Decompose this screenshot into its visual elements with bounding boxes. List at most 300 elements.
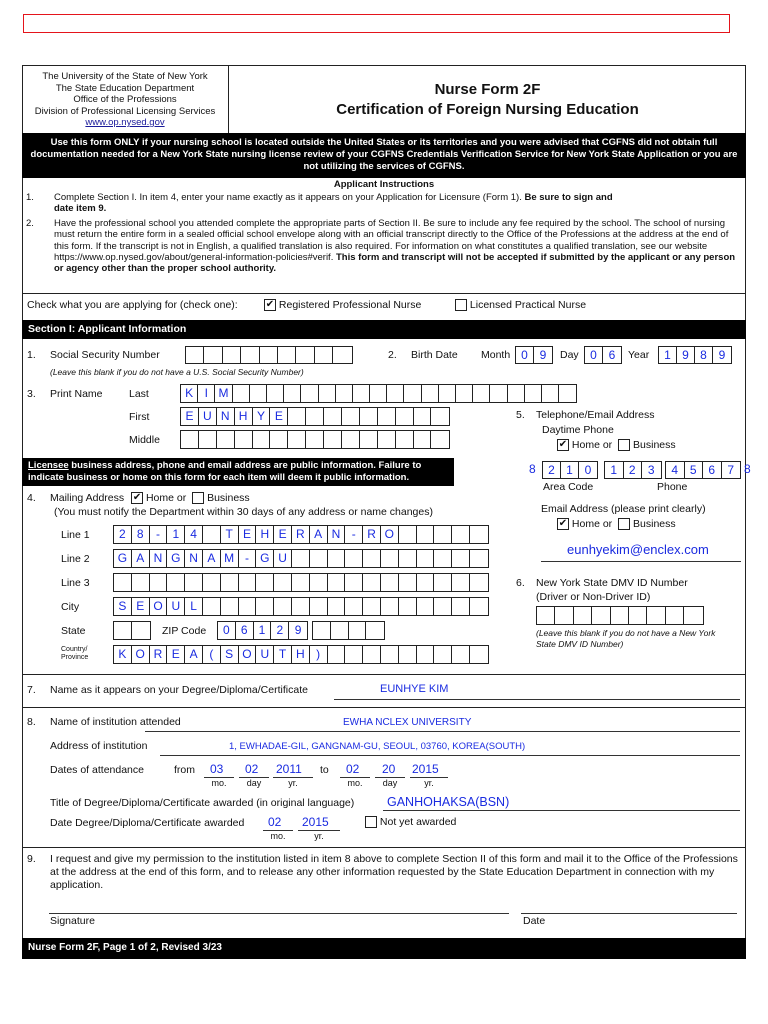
- char-box: [235, 431, 253, 448]
- char-box: [611, 607, 629, 624]
- char-box: [345, 550, 363, 567]
- char-box: [349, 622, 367, 639]
- birth-month-input[interactable]: [515, 346, 553, 364]
- char-box: [336, 385, 353, 402]
- char-box: U: [274, 550, 292, 567]
- char-box: [313, 622, 331, 639]
- char-box: O: [239, 646, 257, 663]
- char-box: [284, 385, 301, 402]
- char-box: 2: [624, 462, 643, 478]
- char-box: [363, 574, 381, 591]
- char-box: [306, 408, 324, 425]
- char-box: 0: [218, 622, 236, 639]
- char-box: [114, 574, 132, 591]
- to-day-input[interactable]: 20: [382, 762, 396, 776]
- institution-label: Name of institution attended: [50, 716, 181, 728]
- char-box: [353, 385, 370, 402]
- char-box: [490, 385, 507, 402]
- char-box: [370, 385, 387, 402]
- email-input[interactable]: eunhyekim@enclex.com: [567, 542, 709, 557]
- website-link[interactable]: www.op.nysed.gov: [85, 117, 165, 128]
- birth-label: Birth Date: [411, 349, 458, 361]
- char-box: N: [185, 550, 203, 567]
- city-label: City: [61, 601, 80, 613]
- mailing-business-checkbox[interactable]: [192, 492, 204, 504]
- char-box: 9: [294, 623, 302, 637]
- char-box: 0: [585, 347, 603, 363]
- from-year-input[interactable]: 2011: [276, 762, 302, 776]
- char-box: [434, 526, 452, 543]
- degree-title-underline: [383, 810, 740, 811]
- char-box: [537, 607, 555, 624]
- degree-name-input[interactable]: EUNHYE KIM: [380, 683, 449, 695]
- char-box: [345, 574, 363, 591]
- char-box: [328, 646, 346, 663]
- char-box: [306, 431, 324, 448]
- char-box: 6: [608, 348, 616, 362]
- char-box: A: [203, 550, 221, 567]
- char-box: [399, 574, 417, 591]
- first-name-input[interactable]: [180, 407, 450, 426]
- print-name-label: Print Name: [50, 388, 103, 400]
- char-box: M: [221, 550, 239, 567]
- char-box: [185, 574, 203, 591]
- char-box: O: [150, 598, 168, 615]
- char-box: [363, 646, 381, 663]
- middle-name-input[interactable]: [180, 430, 450, 449]
- char-box: [396, 431, 414, 448]
- char-box: [452, 598, 470, 615]
- char-box: K: [114, 646, 132, 663]
- day-label: Day: [560, 349, 579, 361]
- char-box: [288, 431, 306, 448]
- char-box: [363, 550, 381, 567]
- mailing-address-label: Mailing Address ✔ Home or Business: [50, 492, 250, 504]
- char-box: [592, 607, 610, 624]
- char-box: E: [274, 526, 292, 543]
- char-box: K: [181, 385, 198, 402]
- last-label: Last: [129, 388, 149, 400]
- divider: [22, 293, 746, 294]
- line3-label: Line 3: [61, 577, 90, 589]
- char-box: [366, 622, 384, 639]
- char-box: [434, 574, 452, 591]
- char-box: [470, 646, 488, 663]
- email-label: Email Address (please print clearly): [541, 503, 706, 515]
- char-box: [360, 431, 378, 448]
- section-1-header: Section I: Applicant Information: [22, 320, 746, 339]
- agency-block: [22, 65, 229, 133]
- yr-label: yr.: [288, 778, 298, 788]
- char-box: [233, 385, 250, 402]
- birth-year-input[interactable]: [658, 346, 732, 364]
- char-box: [629, 607, 647, 624]
- char-box: [345, 598, 363, 615]
- agency-line: Office of the Professions: [73, 94, 177, 105]
- char-box: [333, 347, 351, 363]
- dmv-num: 6.: [516, 577, 525, 589]
- char-box: E: [270, 408, 288, 425]
- char-box: [378, 431, 396, 448]
- agency-line: The State Education Department: [55, 82, 195, 94]
- char-box: 2: [271, 622, 289, 639]
- char-box: H: [235, 408, 253, 425]
- divider: [22, 674, 746, 675]
- char-box: [381, 574, 399, 591]
- char-box: [360, 408, 378, 425]
- char-box: [363, 598, 381, 615]
- char-box: [315, 347, 333, 363]
- char-box: [278, 347, 296, 363]
- char-box: 9: [677, 347, 695, 363]
- char-box: [114, 622, 132, 639]
- char-box: U: [256, 646, 274, 663]
- instructions-title: Applicant Instructions: [333, 179, 435, 190]
- from-label: from: [174, 764, 195, 776]
- country-label: Country/ Province: [61, 646, 89, 661]
- phone-line-input[interactable]: [665, 461, 741, 479]
- day-label: day: [246, 778, 262, 788]
- char-box: [345, 646, 363, 663]
- not-yet-awarded-option[interactable]: Not yet awarded: [365, 816, 456, 828]
- char-box: -: [345, 526, 363, 543]
- top-input-box[interactable]: [23, 14, 730, 33]
- char-box: [260, 347, 278, 363]
- char-box: S: [114, 598, 132, 615]
- dmv-note: (Leave this blank if you do not have a New York State DMV ID Number): [536, 628, 716, 649]
- char-box: [324, 408, 342, 425]
- char-box: 2: [543, 462, 561, 478]
- consent-text: I request and give my permission to the institution listed in item 8 above to complete Section II of this form and mail it to the Office of the Professions at the address at the end of this form, and to release any other information requested by the State Education Department in connection with my application.: [50, 853, 738, 891]
- char-box: [241, 347, 259, 363]
- char-box: 0: [516, 347, 534, 363]
- char-box: 1: [659, 347, 677, 363]
- char-box: U: [199, 408, 217, 425]
- char-box: 1: [254, 622, 272, 639]
- form-title-block: [229, 65, 746, 133]
- char-box: (: [203, 646, 221, 663]
- awarded-label: Date Degree/Diploma/Certificate awarded: [50, 817, 245, 829]
- char-box: [267, 385, 284, 402]
- yr-label: yr.: [314, 831, 324, 841]
- address-underline: [160, 755, 740, 756]
- char-box: 8: [132, 526, 150, 543]
- char-box: 6: [236, 622, 254, 639]
- char-box: [203, 574, 221, 591]
- char-box: [434, 646, 452, 663]
- ssn-note: (Leave this blank if you do not have a U.S. Social Security Number): [50, 367, 304, 377]
- char-box: [417, 574, 435, 591]
- char-box: [414, 431, 432, 448]
- char-box: E: [181, 408, 199, 425]
- char-box: [239, 574, 257, 591]
- char-box: E: [132, 598, 150, 615]
- institution-underline: [145, 731, 740, 732]
- char-box: -: [239, 550, 257, 567]
- char-box: [452, 550, 470, 567]
- char-box: Y: [253, 408, 271, 425]
- char-box: [381, 550, 399, 567]
- char-box: [239, 598, 257, 615]
- institution-address-label: Address of institution: [50, 740, 148, 752]
- institution-input[interactable]: EWHA NCLEX UNIVERSITY: [343, 717, 472, 728]
- char-box: [181, 431, 199, 448]
- char-box: E: [239, 526, 257, 543]
- address-change-note: (You must notify the Department within 30 days of any address or name changes): [54, 506, 433, 518]
- char-box: [221, 598, 239, 615]
- email-home-option[interactable]: ✔ Home or Business: [558, 518, 676, 530]
- char-box: [439, 385, 456, 402]
- char-box: [310, 574, 328, 591]
- email-home-checkbox[interactable]: ✔: [558, 518, 568, 530]
- mailing-num: 4.: [27, 492, 36, 504]
- institution-address-input[interactable]: 1, EWHADAE-GIL, GANGNAM-GU, SEOUL, 03760, KOREA(SOUTH): [229, 741, 526, 752]
- char-box: [342, 431, 360, 448]
- country-input[interactable]: [113, 645, 489, 664]
- usage-notice: Use this form ONLY if your nursing school is located outside the United States or its territories and you were advised that CGFNS did not obtain full documentation needed for a New York State nursing license review of your CGFNS Credentials Verification Service for New York State Application or you are not utilizing the services of CGFNS.: [22, 133, 746, 178]
- mailing-home-checkbox[interactable]: ✔: [132, 492, 142, 504]
- phone-home-option[interactable]: ✔ Home or Business: [558, 439, 676, 451]
- char-box: [431, 408, 449, 425]
- not-yet-awarded-checkbox[interactable]: [365, 816, 377, 828]
- char-box: [288, 408, 306, 425]
- to-month-input[interactable]: 02: [346, 762, 360, 776]
- phone-business-checkbox[interactable]: [618, 439, 630, 451]
- char-box: [431, 431, 449, 448]
- ssn-input[interactable]: [185, 346, 353, 364]
- dmv-id-input[interactable]: [536, 606, 704, 625]
- char-box: [452, 526, 470, 543]
- area-code-label: Area Code: [543, 481, 594, 493]
- lpn-checkbox[interactable]: [455, 299, 467, 311]
- birth-num: 2.: [388, 349, 397, 361]
- char-box: [296, 347, 314, 363]
- char-box: [647, 607, 665, 624]
- char-box: [203, 526, 221, 543]
- char-box: [342, 408, 360, 425]
- char-box: [473, 385, 490, 402]
- char-box: 3: [647, 463, 655, 477]
- char-box: [470, 526, 488, 543]
- char-box: 1: [605, 462, 624, 478]
- char-box: [525, 385, 542, 402]
- char-box: 9: [539, 348, 547, 362]
- char-box: [470, 550, 488, 567]
- lpn-option[interactable]: Licensed Practical Nurse: [455, 299, 586, 311]
- char-box: [417, 550, 435, 567]
- char-box: [331, 622, 349, 639]
- char-box: [434, 550, 452, 567]
- char-box: E: [167, 646, 185, 663]
- last-name-input[interactable]: [180, 384, 577, 403]
- public-info-notice: Licensee business address, phone and email address are public information. Failure to indicate business or home on this form for each item will deem it public information.: [22, 458, 454, 486]
- char-box: [666, 607, 684, 624]
- char-box: [574, 607, 592, 624]
- char-box: 7: [727, 463, 735, 477]
- from-day-input[interactable]: 02: [245, 762, 259, 776]
- dmv-sublabel: (Driver or Non-Driver ID): [536, 591, 651, 603]
- char-box: [204, 347, 222, 363]
- email-business-checkbox[interactable]: [618, 518, 630, 530]
- char-box: [452, 646, 470, 663]
- char-box: [319, 385, 336, 402]
- char-box: [470, 574, 488, 591]
- char-box: R: [363, 526, 381, 543]
- char-box: [399, 598, 417, 615]
- char-box: 4: [185, 526, 203, 543]
- address-line2-input[interactable]: [113, 549, 489, 568]
- char-box: [470, 598, 488, 615]
- char-box: [381, 598, 399, 615]
- rn-option[interactable]: ✔ Registered Professional Nurse: [265, 299, 422, 311]
- phone-email-label: Telephone/Email Address: [536, 409, 655, 421]
- char-box: A: [132, 550, 150, 567]
- char-box: [150, 574, 168, 591]
- char-box: [328, 550, 346, 567]
- city-input[interactable]: [113, 597, 489, 616]
- char-box: [399, 526, 417, 543]
- char-box: [399, 646, 417, 663]
- char-box: [378, 408, 396, 425]
- char-box: G: [256, 550, 274, 567]
- char-box: ): [310, 646, 328, 663]
- char-box: [301, 385, 318, 402]
- line2-label: Line 2: [61, 553, 90, 565]
- to-label: to: [320, 764, 329, 776]
- char-box: T: [274, 646, 292, 663]
- rn-checkbox[interactable]: ✔: [265, 299, 275, 311]
- awarded-month-input[interactable]: 02: [268, 815, 282, 829]
- address-line3-input[interactable]: [113, 573, 489, 592]
- char-box: [417, 598, 435, 615]
- char-box: R: [150, 646, 168, 663]
- phone-prefix: 8: [529, 462, 536, 476]
- phone-suffix: 8: [744, 462, 751, 476]
- char-box: 5: [685, 462, 704, 478]
- name-num: 3.: [27, 388, 36, 400]
- char-box: [292, 550, 310, 567]
- phone-num: 5.: [516, 409, 525, 421]
- char-box: A: [310, 526, 328, 543]
- ssn-label: Social Security Number: [50, 349, 160, 361]
- char-box: [381, 646, 399, 663]
- form-title: Nurse Form 2F: [434, 81, 541, 98]
- char-box: [274, 574, 292, 591]
- char-box: [328, 598, 346, 615]
- institution-num: 8.: [27, 716, 36, 728]
- char-box: [417, 526, 435, 543]
- phone-prefix-input[interactable]: [604, 461, 662, 479]
- char-box: U: [167, 598, 185, 615]
- char-box: [414, 408, 432, 425]
- line1-label: Line 1: [61, 529, 90, 541]
- char-box: R: [292, 526, 310, 543]
- char-box: [542, 385, 559, 402]
- awarded-year-input[interactable]: 2015: [302, 815, 329, 829]
- char-box: [203, 598, 221, 615]
- mo-label: mo.: [211, 778, 227, 788]
- char-box: I: [198, 385, 215, 402]
- char-box: [217, 431, 235, 448]
- address-line1-input[interactable]: [113, 525, 489, 544]
- char-box: 0: [584, 463, 592, 477]
- char-box: 9: [718, 348, 726, 362]
- date-line[interactable]: [521, 913, 737, 914]
- char-box: [555, 607, 573, 624]
- char-box: [256, 574, 274, 591]
- signature-line[interactable]: [49, 913, 509, 914]
- char-box: 8: [695, 347, 713, 363]
- form-subtitle: Certification of Foreign Nursing Education: [336, 101, 639, 118]
- divider: [22, 847, 746, 848]
- char-box: 2: [114, 526, 132, 543]
- char-box: [274, 598, 292, 615]
- char-box: [292, 598, 310, 615]
- middle-label: Middle: [129, 434, 160, 446]
- char-box: T: [221, 526, 239, 543]
- zip-label: ZIP Code: [162, 625, 207, 637]
- phone-home-checkbox[interactable]: ✔: [558, 439, 568, 451]
- char-box: [132, 574, 150, 591]
- char-box: H: [292, 646, 310, 663]
- mo-label: mo.: [347, 778, 363, 788]
- degree-name-label: Name as it appears on your Degree/Diploma/Certificate: [50, 684, 308, 696]
- year-label: Year: [628, 349, 650, 361]
- area-code-input[interactable]: [542, 461, 598, 479]
- degree-title-input[interactable]: GANHOHAKSA(BSN): [387, 795, 510, 809]
- char-box: [404, 385, 421, 402]
- char-box: [417, 646, 435, 663]
- signature-label: Signature: [50, 915, 95, 927]
- char-box: N: [328, 526, 346, 543]
- char-box: [456, 385, 473, 402]
- birth-day-input[interactable]: [584, 346, 622, 364]
- char-box: [186, 347, 204, 363]
- char-box: [422, 385, 439, 402]
- char-box: [270, 431, 288, 448]
- char-box: [199, 431, 217, 448]
- char-box: [559, 385, 576, 402]
- first-label: First: [129, 411, 150, 423]
- state-label: State: [61, 625, 86, 637]
- degree-title-label: Title of Degree/Diploma/Certificate awarded (in original language): [50, 797, 355, 809]
- to-year-input[interactable]: 2015: [412, 762, 439, 776]
- state-input[interactable]: [113, 621, 151, 640]
- char-box: 1: [167, 526, 185, 543]
- char-box: S: [221, 646, 239, 663]
- day-label: day: [382, 778, 398, 788]
- char-box: N: [217, 408, 235, 425]
- from-month-input[interactable]: 03: [210, 762, 224, 776]
- mo-label: mo.: [270, 831, 286, 841]
- zip4-input[interactable]: [312, 621, 385, 640]
- page-footer: Nurse Form 2F, Page 1 of 2, Revised 3/23: [22, 938, 746, 959]
- char-box: -: [150, 526, 168, 543]
- dmv-label: New York State DMV ID Number: [536, 577, 688, 589]
- email-underline: [541, 561, 741, 562]
- zip-input[interactable]: [217, 621, 308, 640]
- degree-name-num: 7.: [27, 684, 36, 696]
- degree-name-underline: [334, 699, 740, 700]
- divider: [22, 707, 746, 708]
- char-box: M: [215, 385, 232, 402]
- char-box: L: [185, 598, 203, 615]
- char-box: [387, 385, 404, 402]
- dates-label: Dates of attendance: [50, 764, 144, 776]
- char-box: [256, 598, 274, 615]
- char-box: 6: [703, 462, 722, 478]
- char-box: [253, 431, 271, 448]
